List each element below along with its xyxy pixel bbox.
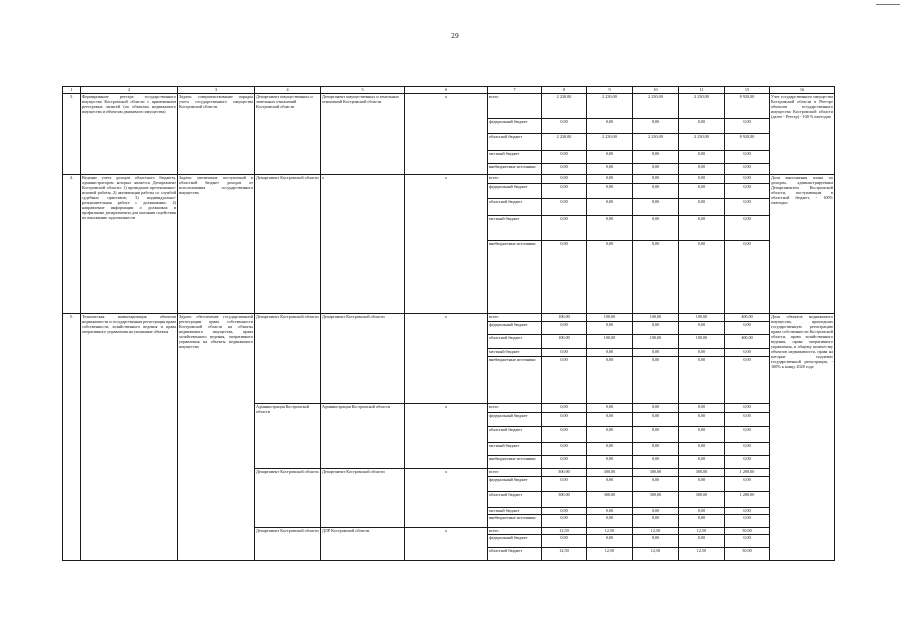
funding-value: 1 200,00 bbox=[725, 469, 770, 477]
funding-value: 100,00 bbox=[679, 335, 725, 349]
funding-source-label: внебюджетные источники bbox=[488, 515, 542, 528]
funding-value: 0,00 bbox=[679, 515, 725, 528]
task-description: Задача: совершенствование порядка учета государственного имущества Костромской области bbox=[178, 94, 255, 175]
funding-value: 0,00 bbox=[725, 477, 770, 492]
funding-value: 12,50 bbox=[587, 548, 633, 561]
funding-value: 0,00 bbox=[679, 427, 725, 443]
funding-value: 0,00 bbox=[633, 404, 679, 413]
funding-value: 0,00 bbox=[633, 322, 679, 335]
funding-value: 0,00 bbox=[679, 477, 725, 492]
funding-source-label: местный бюджет bbox=[488, 508, 542, 515]
funding-value: 0,00 bbox=[542, 151, 587, 164]
funding-source-label: всего bbox=[488, 94, 542, 119]
column-header: 6 bbox=[405, 87, 488, 94]
co-executor: Департамент Костромской области bbox=[321, 314, 405, 404]
funding-value: 0,00 bbox=[542, 404, 587, 413]
funding-value: 0,00 bbox=[587, 357, 633, 404]
funding-value: 0,00 bbox=[633, 477, 679, 492]
row-number: 5. bbox=[63, 314, 81, 561]
funding-value: 0,00 bbox=[679, 216, 725, 241]
funding-value: 12,50 bbox=[679, 528, 725, 535]
funding-value: 300,00 bbox=[542, 492, 587, 508]
funding-source-label: федеральный бюджет bbox=[488, 184, 542, 199]
funding-value: 0,00 bbox=[587, 349, 633, 357]
funding-value: 0,00 bbox=[587, 535, 633, 548]
funding-value: 0,00 bbox=[633, 216, 679, 241]
funding-value: 0,00 bbox=[725, 349, 770, 357]
responsible-executor: Департамент Костромской области bbox=[255, 469, 321, 528]
funding-value: 0,00 bbox=[542, 477, 587, 492]
funding-value: 100,00 bbox=[679, 314, 725, 322]
funding-value: 0,00 bbox=[725, 535, 770, 548]
column-header: 10 bbox=[633, 87, 679, 94]
funding-value: 100,00 bbox=[633, 335, 679, 349]
activity-name: Техническая инвентаризация объектов недвижимости и государственная регистрация права собственности, хозяйственного ведения и права оперативного управления на указанные объекты bbox=[81, 314, 178, 561]
funding-value: 0,00 bbox=[725, 175, 770, 184]
column-header: 16 bbox=[770, 87, 835, 94]
funding-value: 0,00 bbox=[542, 357, 587, 404]
column-header: 8 bbox=[542, 87, 587, 94]
funding-value: 0,00 bbox=[542, 119, 587, 134]
funding-value: 0,00 bbox=[679, 456, 725, 469]
funding-source-label: областной бюджет bbox=[488, 548, 542, 561]
funding-value: 0,00 bbox=[542, 413, 587, 427]
funding-value: 0,00 bbox=[587, 443, 633, 456]
funding-value: 100,00 bbox=[542, 335, 587, 349]
funding-value: 0,00 bbox=[587, 456, 633, 469]
funding-value: 100,00 bbox=[633, 314, 679, 322]
funding-value: 0,00 bbox=[725, 322, 770, 335]
funding-value: 50,00 bbox=[725, 548, 770, 561]
co-executor: Департамент Костромской области bbox=[321, 469, 405, 528]
funding-value: 0,00 bbox=[725, 413, 770, 427]
funding-value: 0,00 bbox=[679, 175, 725, 184]
table-row bbox=[63, 314, 835, 322]
funding-source-label: всего bbox=[488, 175, 542, 184]
funding-value: 0,00 bbox=[542, 515, 587, 528]
funding-value: 100,00 bbox=[587, 314, 633, 322]
target-indicator: Доля объектов недвижимого имущества, прошедших государственную регистрацию права собственности Костромской области, права хозяйственного ведения, права оперативного управления, в общему количеству объектов недвижимости, права на которые подлежат государственной регистрации, - 100% к концу 2020 года bbox=[770, 314, 835, 561]
funding-value: 0,00 bbox=[542, 443, 587, 456]
funding-value: 8 920,00 bbox=[725, 94, 770, 119]
funding-value: 12,50 bbox=[633, 528, 679, 535]
funding-value: 0,00 bbox=[542, 199, 587, 216]
funding-value: 0,00 bbox=[587, 322, 633, 335]
funding-value: 0,00 bbox=[542, 216, 587, 241]
funding-value: 0,00 bbox=[679, 508, 725, 515]
funding-source-label: областной бюджет bbox=[488, 492, 542, 508]
responsible-executor: Департамент Костромской области bbox=[255, 175, 321, 314]
funding-value: 300,00 bbox=[633, 492, 679, 508]
funding-source-label: всего bbox=[488, 404, 542, 413]
funding-value: 0,00 bbox=[679, 119, 725, 134]
funding-source-label: областной бюджет bbox=[488, 427, 542, 443]
task-description: Задача: увеличение поступлений в областной бюджет доходов от использования государственного имущества bbox=[178, 175, 255, 314]
funding-value: 0,00 bbox=[587, 184, 633, 199]
responsible-executor: Администрация Костромской области bbox=[255, 404, 321, 469]
funding-value: 0,00 bbox=[679, 443, 725, 456]
funding-value: 400,00 bbox=[725, 314, 770, 322]
funding-value: 0,00 bbox=[725, 216, 770, 241]
funding-value: 0,00 bbox=[679, 241, 725, 314]
funding-value: 0,00 bbox=[725, 241, 770, 314]
funding-value: 0,00 bbox=[725, 164, 770, 175]
funding-source-label: местный бюджет bbox=[488, 349, 542, 357]
funding-value: 0,00 bbox=[725, 357, 770, 404]
funding-value: 0,00 bbox=[587, 164, 633, 175]
task-description: Задача: обеспечение государственной регистрации права собственности Костромской области на объекты недвижимого имущества, права хозяйственного ведения, оперативного управления на объекты недвижимого имущества bbox=[178, 314, 255, 561]
funding-value: 100,00 bbox=[587, 335, 633, 349]
marker-x: x bbox=[405, 469, 488, 528]
marker-x: x bbox=[405, 528, 488, 561]
funding-source-label: областной бюджет bbox=[488, 199, 542, 216]
column-header: 5 bbox=[321, 87, 405, 94]
funding-value: 2 230,00 bbox=[542, 94, 587, 119]
funding-value: 2 230,00 bbox=[587, 134, 633, 151]
funding-value: 0,00 bbox=[679, 413, 725, 427]
funding-value: 0,00 bbox=[633, 164, 679, 175]
funding-source-label: федеральный бюджет bbox=[488, 322, 542, 335]
activity-name: Формирование реестра государственного имущества Костромской области с применением реестровых записей (по объектам недвижимого имущества и объектам движимого имущества) bbox=[81, 94, 178, 175]
funding-value: 0,00 bbox=[679, 151, 725, 164]
funding-value: 0,00 bbox=[633, 413, 679, 427]
funding-value: 0,00 bbox=[542, 349, 587, 357]
marker-x: x bbox=[405, 404, 488, 469]
column-header: 1 bbox=[63, 87, 81, 94]
target-indicator: Доля выполнения плана по доходам, администрируемым Департаментом Костромской области, поступающим в областной бюджет, - 100% ежегодно bbox=[770, 175, 835, 314]
program-table bbox=[62, 86, 835, 561]
funding-value: 0,00 bbox=[725, 515, 770, 528]
funding-source-label: внебюджетные источники bbox=[488, 241, 542, 314]
funding-value: 0,00 bbox=[725, 508, 770, 515]
funding-value: 0,00 bbox=[633, 241, 679, 314]
marker-x: x bbox=[405, 175, 488, 314]
funding-value: 100,00 bbox=[542, 314, 587, 322]
funding-value: 2 230,00 bbox=[542, 134, 587, 151]
table-row bbox=[63, 175, 835, 184]
funding-source-label: внебюджетные источники bbox=[488, 357, 542, 404]
funding-value: 8 920,00 bbox=[725, 134, 770, 151]
funding-source-label: всего bbox=[488, 469, 542, 477]
funding-source-label: местный бюджет bbox=[488, 151, 542, 164]
funding-value: 0,00 bbox=[587, 241, 633, 314]
funding-value: 2 230,00 bbox=[587, 94, 633, 119]
funding-value: 300,00 bbox=[587, 469, 633, 477]
funding-value: 0,00 bbox=[587, 413, 633, 427]
funding-value: 0,00 bbox=[542, 508, 587, 515]
funding-value: 0,00 bbox=[542, 427, 587, 443]
responsible-executor: Департамент Костромской области bbox=[255, 314, 321, 404]
funding-value: 0,00 bbox=[587, 477, 633, 492]
column-header: 11 bbox=[679, 87, 725, 94]
funding-value: 0,00 bbox=[679, 184, 725, 199]
funding-value: 300,00 bbox=[633, 469, 679, 477]
funding-value: 0,00 bbox=[542, 535, 587, 548]
funding-value: 0,00 bbox=[542, 184, 587, 199]
funding-value: 0,00 bbox=[679, 164, 725, 175]
row-number: 4. bbox=[63, 175, 81, 314]
funding-value: 0,00 bbox=[633, 151, 679, 164]
funding-source-label: всего bbox=[488, 314, 542, 322]
funding-value: 0,00 bbox=[633, 535, 679, 548]
funding-value: 0,00 bbox=[542, 175, 587, 184]
funding-value: 300,00 bbox=[679, 492, 725, 508]
funding-value: 0,00 bbox=[679, 535, 725, 548]
funding-value: 0,00 bbox=[633, 175, 679, 184]
funding-value: 12,50 bbox=[587, 528, 633, 535]
funding-source-label: федеральный бюджет bbox=[488, 119, 542, 134]
funding-value: 0,00 bbox=[725, 119, 770, 134]
funding-value: 2 230,00 bbox=[679, 134, 725, 151]
funding-value: 0,00 bbox=[587, 515, 633, 528]
table-row bbox=[63, 94, 835, 119]
funding-value: 0,00 bbox=[633, 349, 679, 357]
funding-value: 12,50 bbox=[542, 528, 587, 535]
funding-value: 0,00 bbox=[542, 241, 587, 314]
header-row bbox=[63, 87, 835, 94]
funding-value: 0,00 bbox=[587, 216, 633, 241]
marker-x: x bbox=[405, 314, 488, 404]
funding-value: 0,00 bbox=[587, 175, 633, 184]
funding-value: 12,50 bbox=[633, 548, 679, 561]
funding-value: 0,00 bbox=[542, 164, 587, 175]
column-header: 7 bbox=[488, 87, 542, 94]
funding-value: 0,00 bbox=[633, 515, 679, 528]
marker-x: x bbox=[405, 94, 488, 175]
funding-value: 0,00 bbox=[725, 456, 770, 469]
funding-value: 0,00 bbox=[679, 349, 725, 357]
funding-value: 0,00 bbox=[633, 184, 679, 199]
funding-value: 0,00 bbox=[679, 404, 725, 413]
funding-value: 0,00 bbox=[725, 427, 770, 443]
funding-value: 0,00 bbox=[725, 184, 770, 199]
funding-value: 0,00 bbox=[633, 427, 679, 443]
funding-value: 0,00 bbox=[725, 151, 770, 164]
column-header: 2 bbox=[81, 87, 178, 94]
funding-value: 0,00 bbox=[587, 404, 633, 413]
co-executor: ДЛР Костромской области bbox=[321, 528, 405, 561]
funding-value: 0,00 bbox=[725, 404, 770, 413]
column-header: 9 bbox=[587, 87, 633, 94]
page-number: 29 bbox=[451, 33, 459, 40]
funding-value: 0,00 bbox=[633, 443, 679, 456]
funding-value: 12,50 bbox=[542, 548, 587, 561]
top-right-mark bbox=[876, 4, 900, 5]
funding-source-label: федеральный бюджет bbox=[488, 535, 542, 548]
funding-source-label: местный бюджет bbox=[488, 216, 542, 241]
funding-value: 0,00 bbox=[633, 508, 679, 515]
funding-value: 12,50 bbox=[679, 548, 725, 561]
column-header: 3 bbox=[178, 87, 255, 94]
funding-value: 0,00 bbox=[633, 199, 679, 216]
row-number: 3. bbox=[63, 94, 81, 175]
funding-value: 0,00 bbox=[679, 199, 725, 216]
funding-value: 50,00 bbox=[725, 528, 770, 535]
funding-value: 0,00 bbox=[633, 357, 679, 404]
activity-name: Ведение учета доходов областного бюджета, администратором которых является Департамент Костромской области: 1) проведение претензионно-исковой работы; 2) активизация работы со службой судебных приставов; 3) индивидуально-разъяснительная работа с должниками; 4) направление информации о должниках в профильные департаменты для оказания содействия по взысканию задолженности bbox=[81, 175, 178, 314]
funding-value: 0,00 bbox=[587, 427, 633, 443]
funding-source-label: областной бюджет bbox=[488, 335, 542, 349]
funding-value: 0,00 bbox=[542, 456, 587, 469]
funding-value: 300,00 bbox=[542, 469, 587, 477]
funding-value: 0,00 bbox=[587, 199, 633, 216]
funding-value: 300,00 bbox=[679, 469, 725, 477]
funding-value: 0,00 bbox=[633, 456, 679, 469]
funding-source-label: федеральный бюджет bbox=[488, 477, 542, 492]
co-executor: x bbox=[321, 175, 405, 314]
column-header: 15 bbox=[725, 87, 770, 94]
funding-value: 0,00 bbox=[542, 322, 587, 335]
funding-value: 1 200,00 bbox=[725, 492, 770, 508]
funding-value: 0,00 bbox=[725, 443, 770, 456]
funding-value: 300,00 bbox=[587, 492, 633, 508]
funding-source-label: внебюджетные источники bbox=[488, 164, 542, 175]
funding-value: 400,00 bbox=[725, 335, 770, 349]
funding-value: 0,00 bbox=[679, 357, 725, 404]
funding-value: 2 230,00 bbox=[633, 134, 679, 151]
funding-value: 0,00 bbox=[725, 199, 770, 216]
funding-value: 2 230,00 bbox=[633, 94, 679, 119]
co-executor: Администрация Костромской области bbox=[321, 404, 405, 469]
funding-value: 2 230,00 bbox=[679, 94, 725, 119]
column-header: 4 bbox=[255, 87, 321, 94]
responsible-executor: Департамент Костромской области bbox=[255, 528, 321, 561]
responsible-executor: Департамент имущественных и земельных отношений Костромской области bbox=[255, 94, 321, 175]
funding-value: 0,00 bbox=[587, 508, 633, 515]
target-indicator: Учет государственного имущества Костромской области в Реестре объектов государственного имущества Костромской области (далее - Реестр) - 100 % ежегодно bbox=[770, 94, 835, 175]
funding-source-label: федеральный бюджет bbox=[488, 413, 542, 427]
funding-source-label: местный бюджет bbox=[488, 443, 542, 456]
funding-value: 0,00 bbox=[679, 322, 725, 335]
funding-value: 0,00 bbox=[587, 119, 633, 134]
funding-value: 0,00 bbox=[633, 119, 679, 134]
funding-value: 0,00 bbox=[587, 151, 633, 164]
funding-source-label: внебюджетные источники bbox=[488, 456, 542, 469]
funding-source-label: всего bbox=[488, 528, 542, 535]
co-executor: Департамент имущественных и земельных отношений Костромской области bbox=[321, 94, 405, 175]
funding-source-label: областной бюджет bbox=[488, 134, 542, 151]
